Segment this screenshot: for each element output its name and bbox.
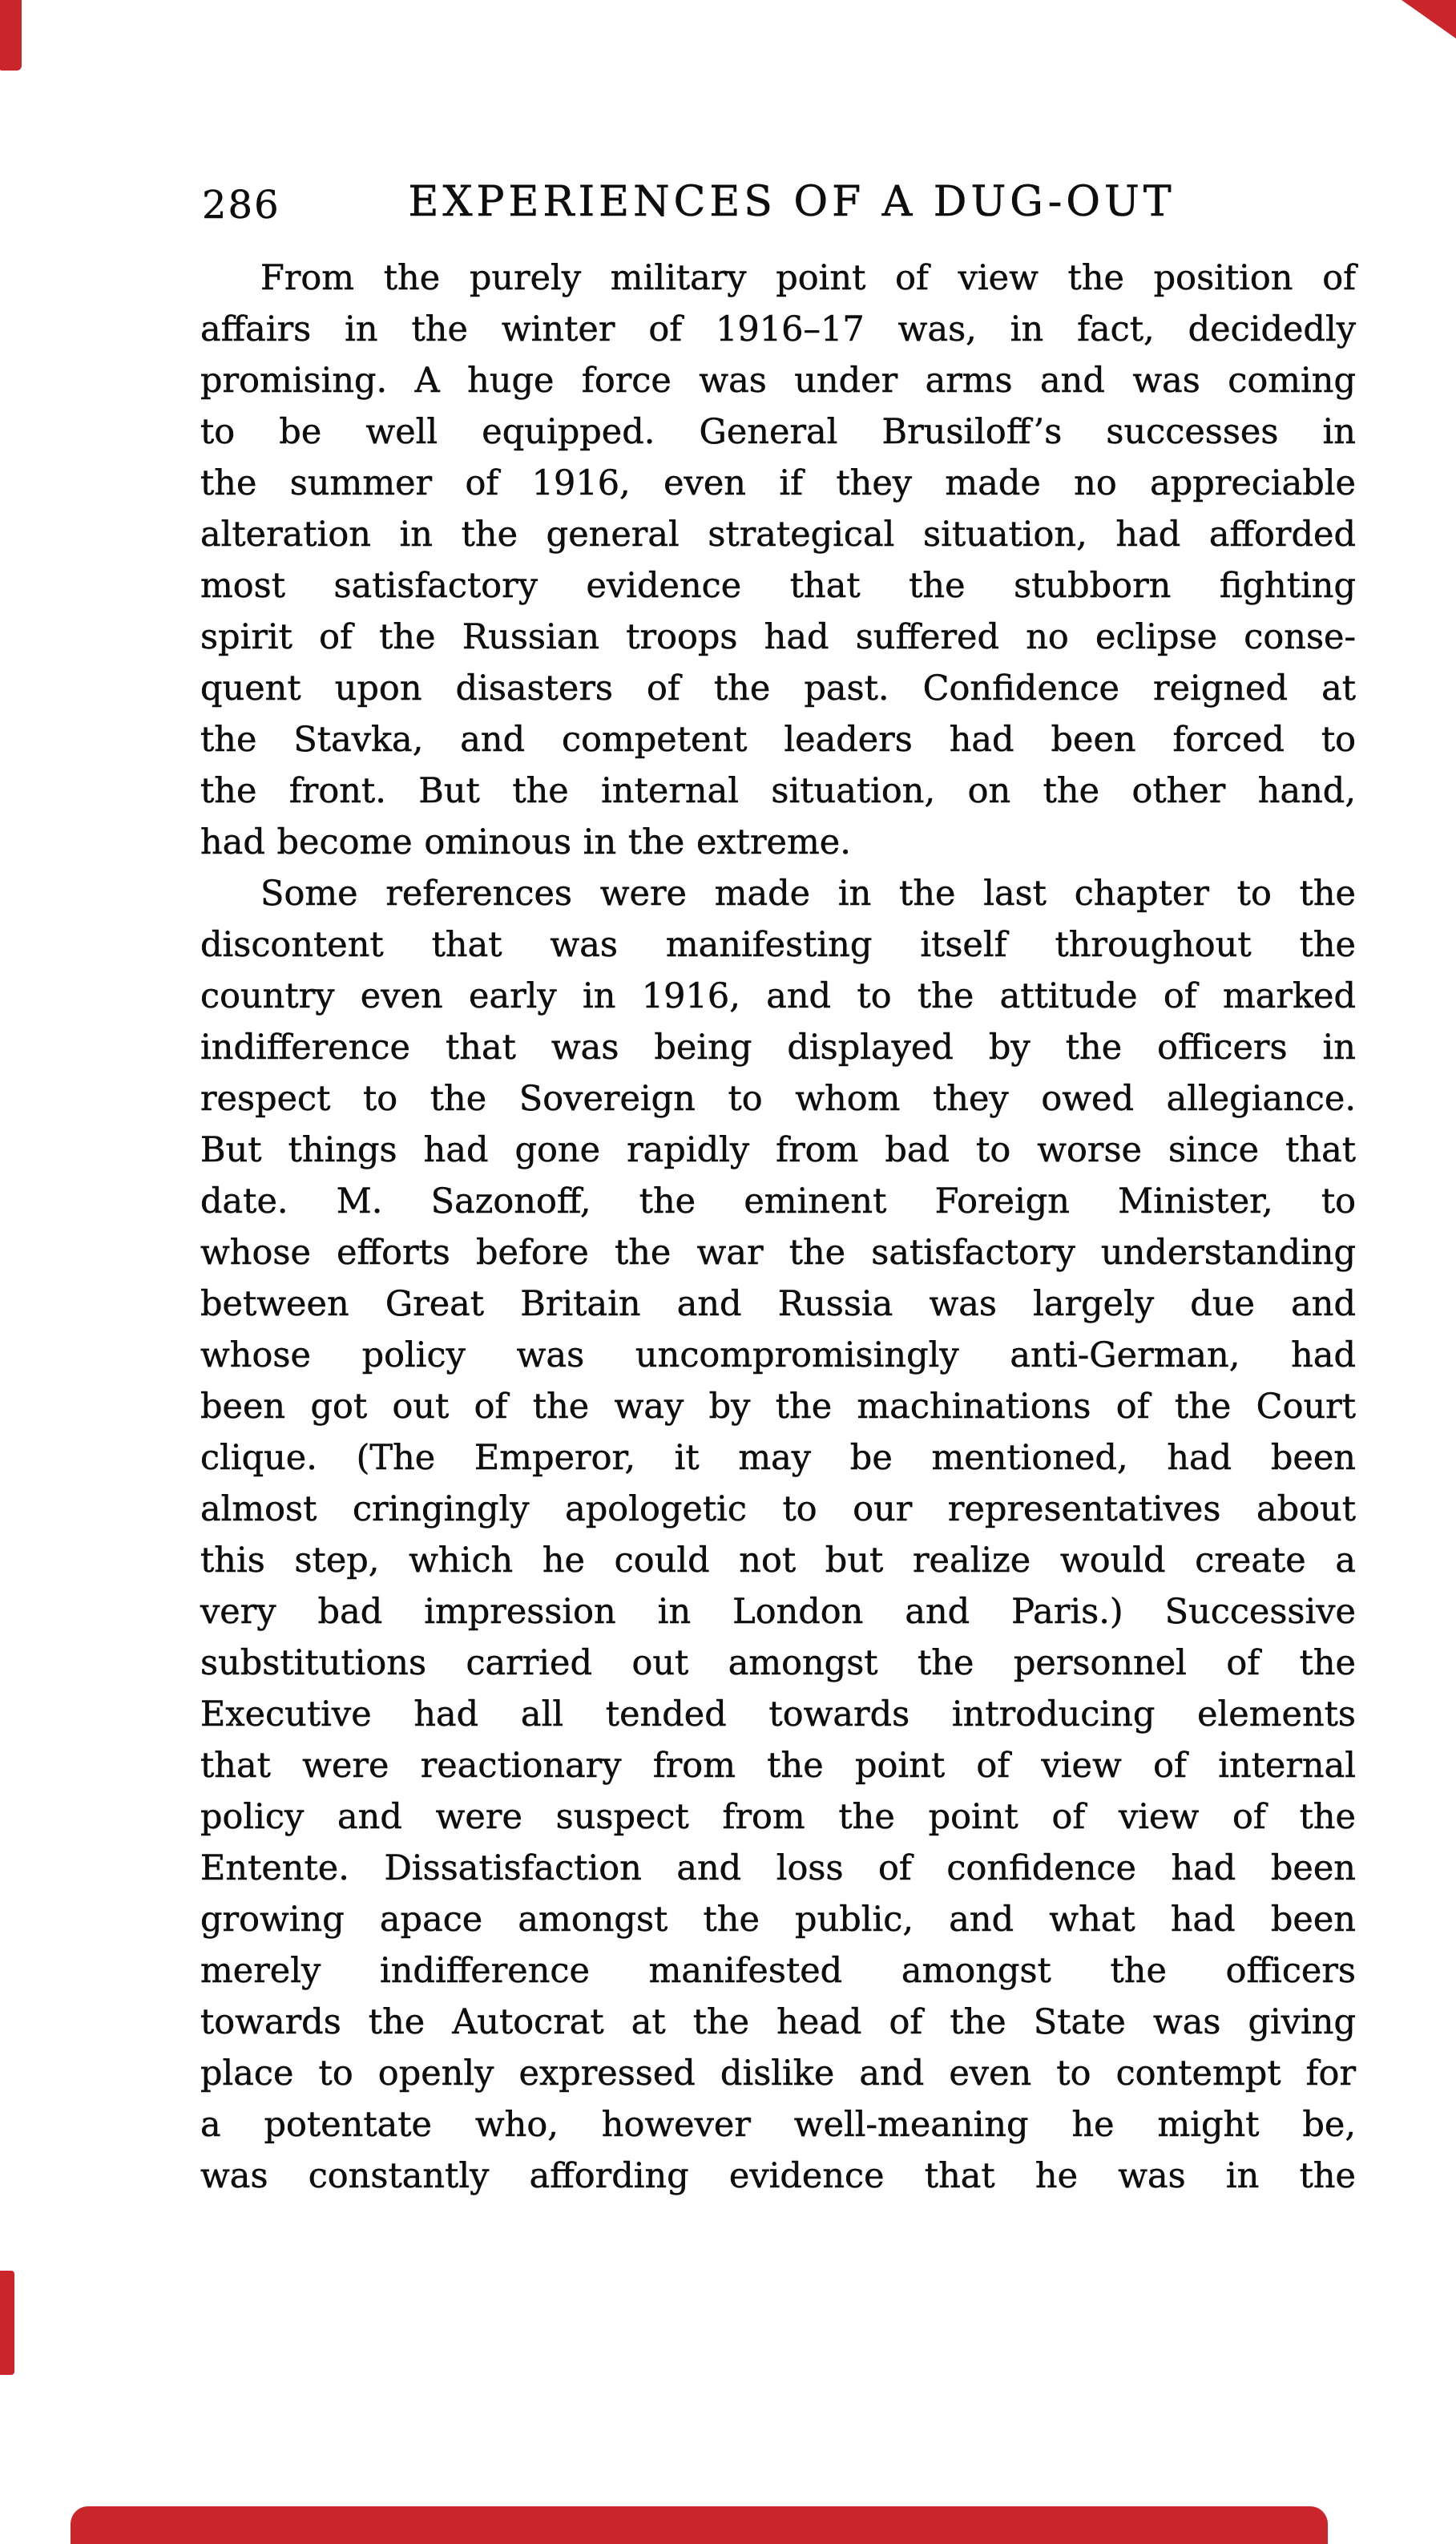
text-line: this step, which he could not but realize would create a — [200, 1541, 1356, 1581]
scan-edge-mark-bottom — [71, 2506, 1328, 2544]
text-line: the Stavka, and competent leaders had been forced to — [200, 720, 1356, 760]
text-line: Some references were made in the last chapter to the — [260, 874, 1356, 914]
text-line: had become ominous in the extreme. — [200, 822, 851, 862]
text-line: the front. But the internal situation, on the other hand, — [200, 771, 1356, 811]
text-line: the summer of 1916, even if they made no appreciable — [200, 463, 1356, 503]
scan-edge-mark-top-left — [0, 0, 22, 71]
text-line: indifference that was being displayed by the officers in — [200, 1028, 1356, 1068]
page-number: 286 — [202, 183, 280, 228]
text-line: Entente. Dissatisfaction and loss of confidence had been — [200, 1848, 1356, 1888]
text-line: alteration in the general strategical situation, had afforded — [200, 515, 1356, 555]
text-line: discontent that was manifesting itself throughout the — [200, 925, 1356, 965]
text-line: From the purely military point of view the position of — [260, 258, 1356, 298]
text-line: But things had gone rapidly from bad to worse since that — [200, 1130, 1356, 1170]
text-line: to be well equipped. General Brusiloff’s successes in — [200, 412, 1356, 452]
text-line: been got out of the way by the machinations of the Court — [200, 1387, 1356, 1427]
text-line: was constantly affording evidence that he was in the — [200, 2156, 1356, 2196]
text-line: date. M. Sazonoff, the eminent Foreign Minister, to — [200, 1181, 1356, 1222]
scan-edge-mark-top-right — [1402, 0, 1456, 38]
text-line: policy and were suspect from the point of view of the — [200, 1797, 1356, 1837]
text-line: promising. A huge force was under arms and was coming — [200, 361, 1356, 401]
text-line: towards the Autocrat at the head of the State was giving — [200, 2002, 1356, 2042]
scan-edge-mark-left-lower — [0, 2271, 14, 2375]
text-line: respect to the Sovereign to whom they owed allegiance. — [200, 1079, 1356, 1119]
page-header — [200, 180, 1356, 228]
text-line: most satisfactory evidence that the stubborn fighting — [200, 566, 1356, 606]
text-line: merely indifference manifested amongst the officers — [200, 1951, 1356, 1991]
text-line: place to openly expressed dislike and even to contempt for — [200, 2053, 1356, 2094]
text-line: Executive had all tended towards introducing elements — [200, 1694, 1356, 1734]
text-line: quent upon disasters of the past. Confidence reigned at — [200, 668, 1356, 709]
text-line: growing apace amongst the public, and what had been — [200, 1900, 1356, 1940]
text-line: country even early in 1916, and to the attitude of marked — [200, 976, 1356, 1016]
text-line: very bad impression in London and Paris.) Successive — [200, 1592, 1356, 1632]
text-line: spirit of the Russian troops had suffered no eclipse conse- — [200, 617, 1356, 657]
text-line: that were reactionary from the point of view of internal — [200, 1746, 1356, 1786]
text-line: substitutions carried out amongst the personnel of the — [200, 1643, 1356, 1683]
text-line: a potentate who, however well-meaning he might be, — [200, 2105, 1356, 2145]
text-line: whose policy was uncompromisingly anti-German, had — [200, 1335, 1356, 1375]
text-line: between Great Britain and Russia was largely due and — [200, 1284, 1356, 1324]
running-head: EXPERIENCES OF A DUG-OUT — [408, 178, 1176, 226]
text-line: clique. (The Emperor, it may be mentioned, had been — [200, 1438, 1356, 1478]
text-line: almost cringingly apologetic to our representatives about — [200, 1489, 1356, 1529]
text-line: whose efforts before the war the satisfactory understanding — [200, 1233, 1356, 1273]
text-line: affairs in the winter of 1916–17 was, in fact, decidedly — [200, 309, 1356, 349]
text-block — [200, 252, 1356, 2202]
